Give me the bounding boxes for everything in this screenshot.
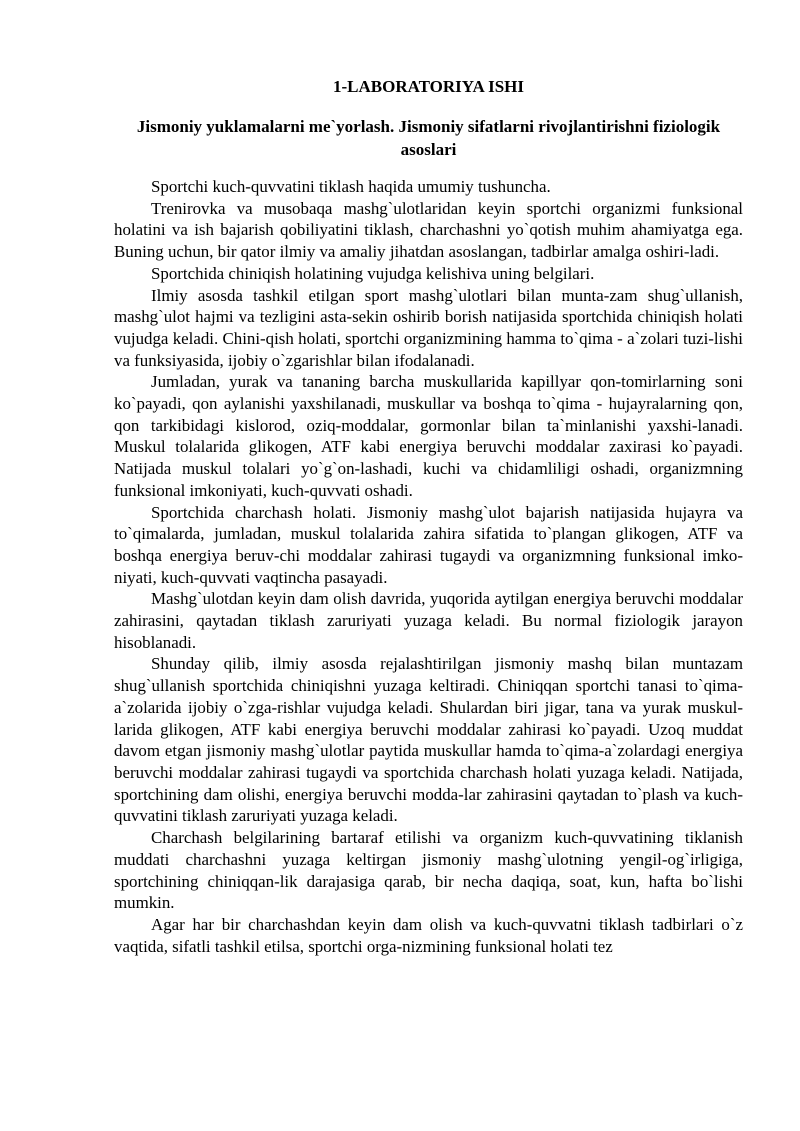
page-subtitle: Jismoniy yuklamalarni me`yorlash. Jismoniy sifatlarni rivojlantirishni fiziologik asoslari: [136, 117, 721, 159]
page-title: 1-LABORATORIYA ISHI: [333, 77, 524, 96]
paragraph-7: Mashg`ulotdan keyin dam olish davrida, yuqorida aytilgan energiya beruvchi moddalar zahirasini, qaytadan tiklash zaruriyati yuzaga keladi. Bu normal fiziologik jarayon hisoblanadi.: [114, 589, 743, 652]
paragraph-1: Sportchi kuch-quvvatini tiklash haqida umumiy tushuncha.: [151, 177, 551, 196]
paragraph-9: Charchash belgilarining bartaraf etilishi va organizm kuch-quvvatining tiklanish muddati charchashni yuzaga keltirgan jismoniy mashg`ulotning yengil-og`irligiga, sportchining chiniqqan-lik darajasiga qarab, bir necha daqiqa, soat, kun, hafta bo`lishi mumkin.: [114, 828, 743, 913]
paragraph-4: Ilmiy asosda tashkil etilgan sport mashg`ulotlari bilan munta-zam shug`ullanish, mashg`ulot hajmi va tezligini asta-sekin oshirib borish natijasida sportchida chiniqish holati vujudga keladi. Chini-qish holati, sportchi organizmining hamma to`qima - a`zolari tuzi-lishi va funksiyasida, ijobiy o`zgarishlar bilan ifodalanadi.: [114, 285, 743, 370]
paragraph-2: Trenirovka va musobaqa mashg`ulotlaridan keyin sportchi organizmi funksional holatini va ish bajarish qobiliyatini tiklash, charchashni yo`qotish muhim ahamiyatga ega. Buning uchun, bir qator ilmiy va amaliy jihatdan asoslangan, tadbirlar amalga oshiri-ladi.: [114, 198, 743, 262]
paragraph-8: Shunday qilib, ilmiy asosda rejalashtirilgan jismoniy mashq bilan muntazam shug`ullanish sportchida chiniqishni yuzaga keltiradi. Chiniqqan sportchi tanasi to`qima-a`zolarida ijobiy o`zga-rishlar vujudga keladi. Shulardan biri jigar, tana va yurak muskul-larida glikogen, ATF kabi energiya beruvchi moddalar zahirasi ko`payadi. Uzoq muddat davom etgan jismoniy mashg`ulotlar paytida muskullar hamda to`qima-a`zolardagi energiya beruvchi moddalar zahirasi tugaydi va sportchida charchash holati yuzaga keladi. Natijada, sportchining dam olishi, energiya beruvchi modda-lar zahirasini qaytadan to`plash va kuch-quvvatini tiklash zaruriyati yuzaga keladi.: [114, 654, 743, 826]
paragraph-3: Sportchida chiniqish holatining vujudga kelishiva uning belgilari.: [151, 263, 595, 283]
paragraph-5: Jumladan, yurak va tananing barcha muskullarida kapillyar qon-tomirlarning soni ko`payadi, qon aylanishi yaxshilanadi, muskullar va boshqa to`qima - hujayralarning qon, qon tarkibidagi kislorod, oziq-moddalar, gormonlar bilan ta`minlanishi yaxshi-lanadi. Muskul tolalarida glikogen, ATF kabi energiya beruvchi moddalar zaxirasi ko`payadi. Natijada muskul tolalari yo`g`on-lashadi, kuchi va chidamliligi oshadi, organizmning funksional imkoniyati, kuch-quvvati oshadi.: [114, 372, 743, 500]
paragraph-10: Agar har bir charchashdan keyin dam olish va kuch-quvvatni tiklash tadbirlari o`z vaqtida, sifatli tashkil etilsa, sportchi orga-nizmining funksional holati tez: [114, 914, 743, 956]
paragraph-6: Sportchida charchash holati. Jismoniy mashg`ulot bajarish natijasida hujayra va to`qimalarda, jumladan, muskul tolalarida zahira sifatida to`plangan glikogen, ATF va boshqa energiya beruv-chi moddalar zahirasi tugaydi va organizmning funksional imko-niyati, kuch-quvvati vaqtincha pasayadi.: [114, 502, 743, 587]
